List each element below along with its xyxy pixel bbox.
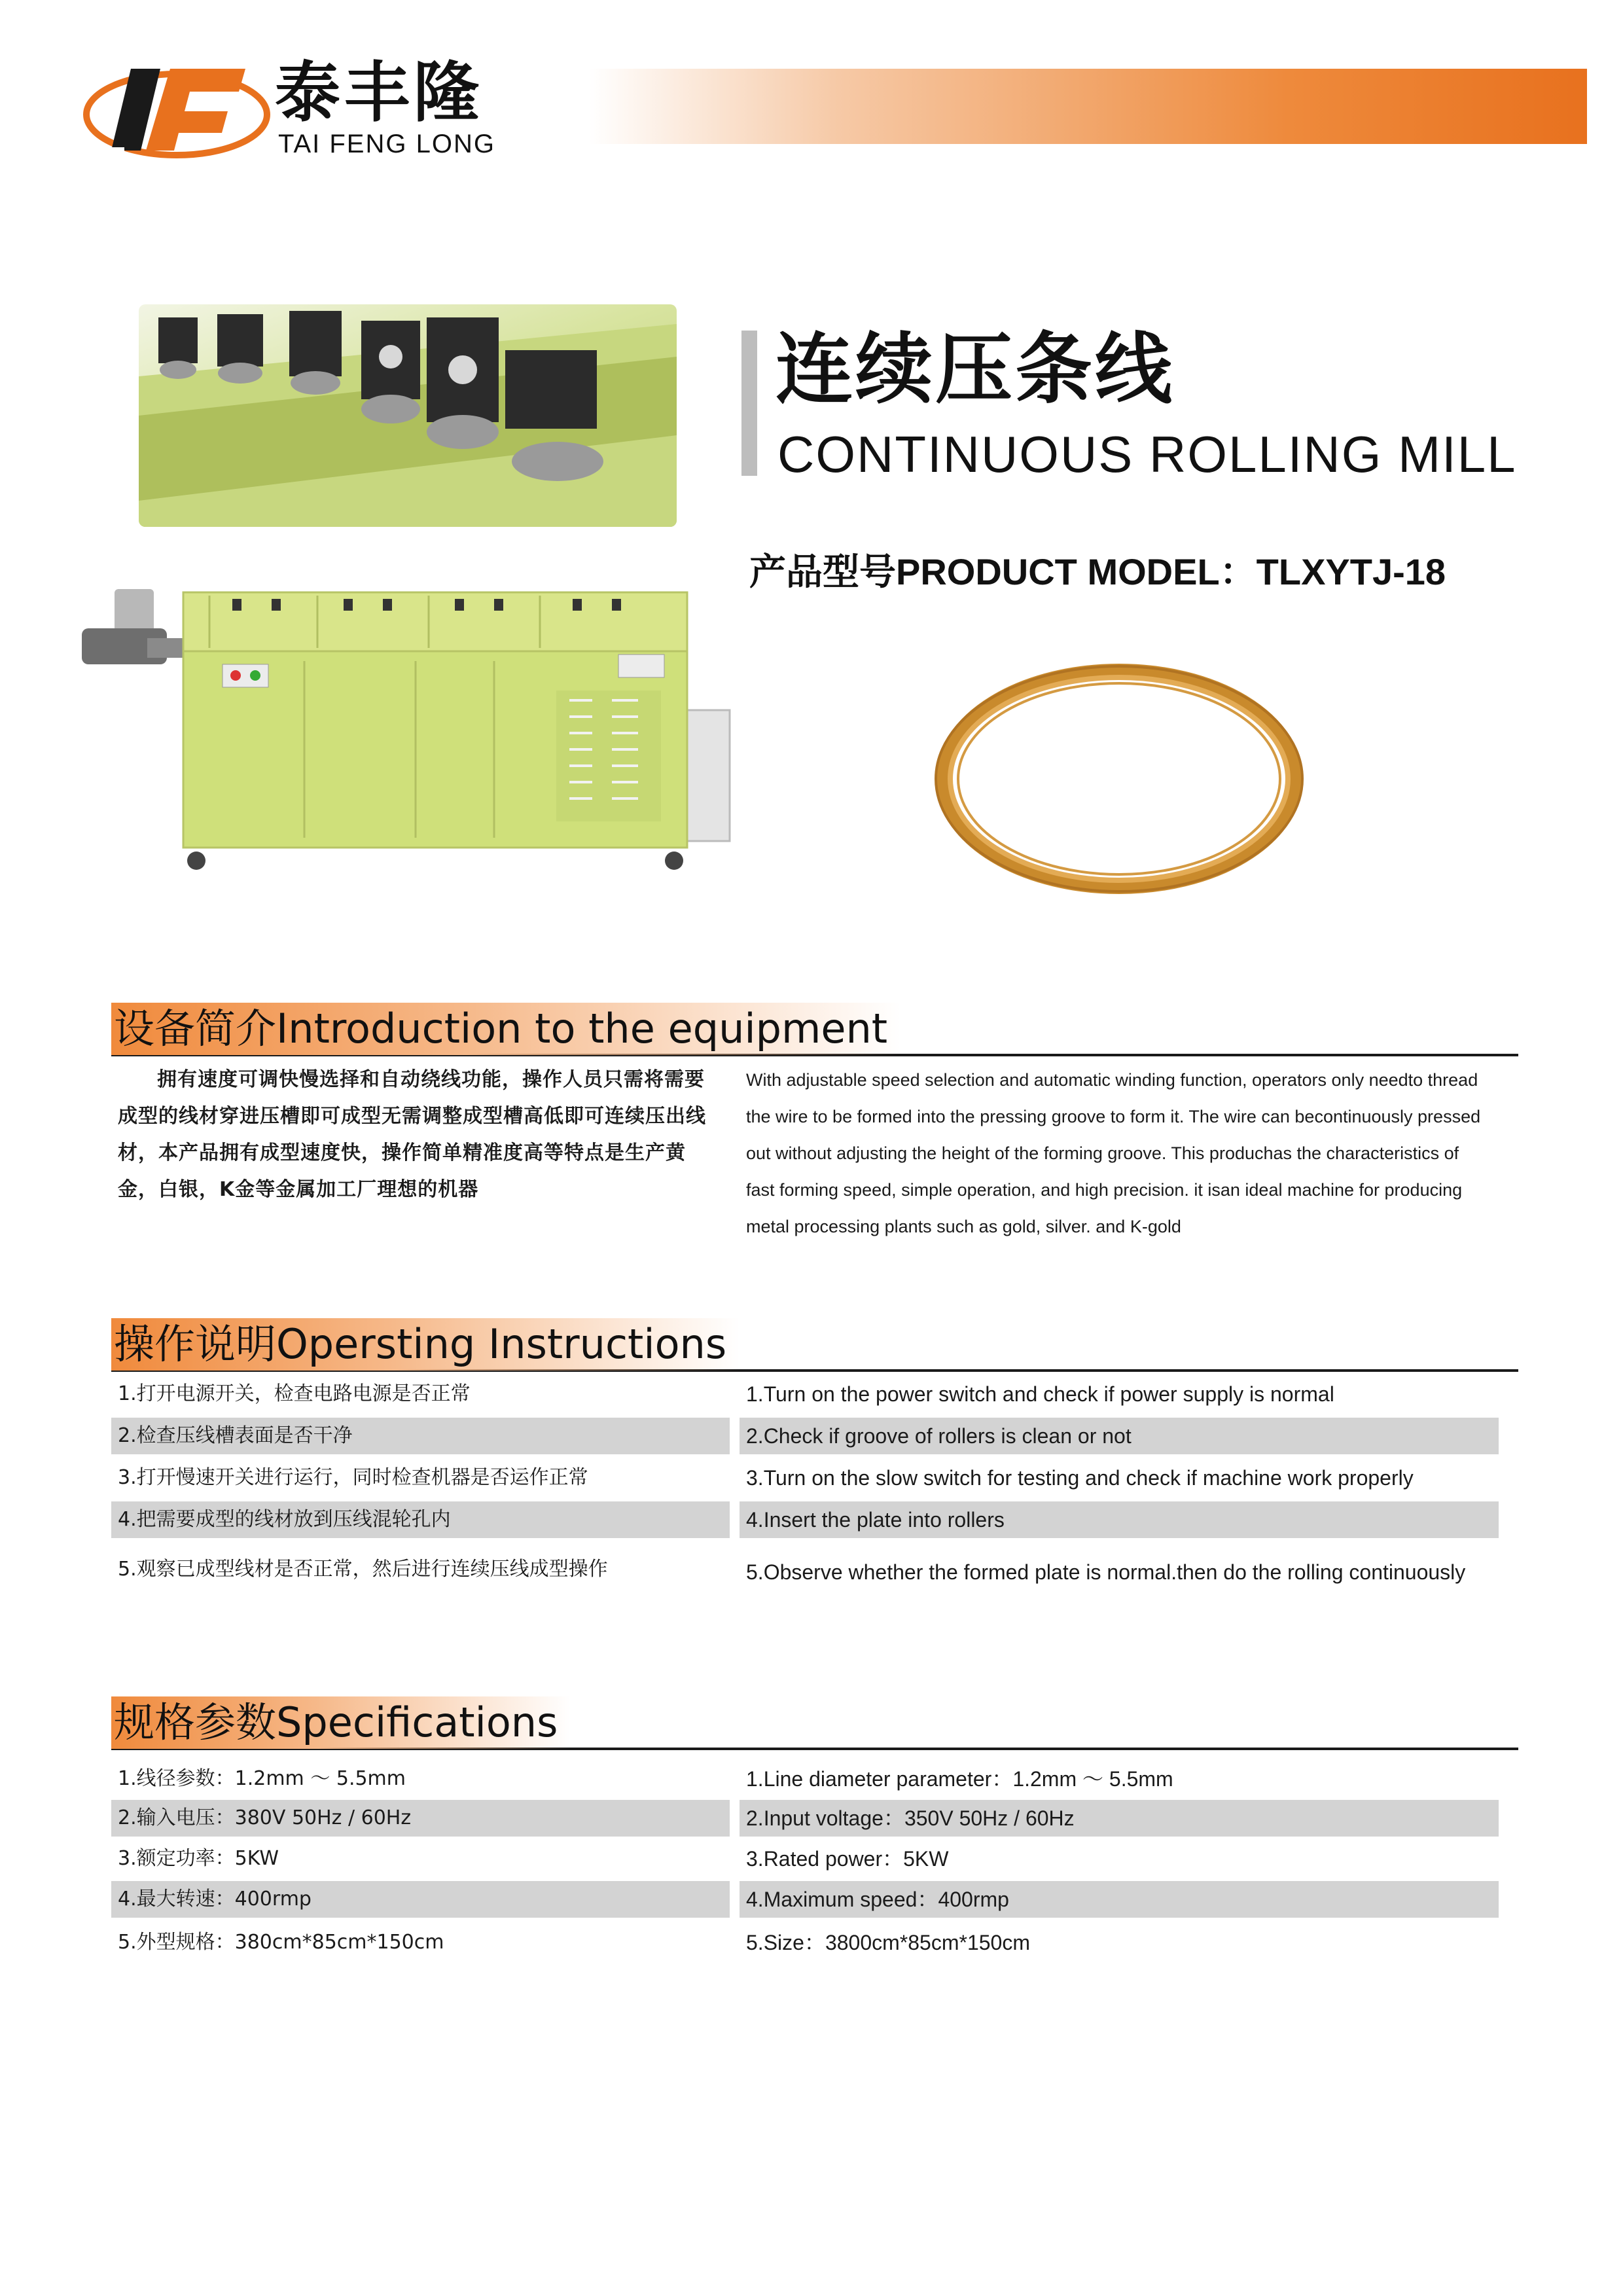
instruction-row-cn: 3.打开慢速开关进行运行，同时检查机器是否运作正常: [118, 1466, 588, 1489]
spec-row-cn: 4.最大转速：400rmp: [111, 1881, 730, 1918]
product-title-cn: 连续压条线: [776, 324, 1175, 414]
spec-row-en: 2.Input voltage：350V 50Hz / 60Hz: [740, 1800, 1499, 1837]
intro-text-cn: 拥有速度可调快慢选择和自动绕线功能，操作人员只需将需要成型的线材穿进压槽即可成型无需调整成型槽高低即可连续压出线材，本产品拥有成型速度快，操作简单精准度高等特点是生产黄金，白银，K金等金属加工厂理想的机器: [118, 1068, 706, 1201]
rollers-closeup-photo: [139, 304, 677, 527]
spec-row-en: 3.Rated power：5KW: [746, 1847, 949, 1871]
specs-heading: 规格参数Specifications: [111, 1696, 571, 1749]
instruction-row-cn: 1.打开电源开关，检查电路电源是否正常: [118, 1382, 471, 1405]
spec-row-cn: 1.线径参数：1.2mm ～ 5.5mm: [118, 1767, 406, 1790]
instructions-section-header: [111, 1317, 1518, 1372]
product-model: 产品型号PRODUCT MODEL：TLXYTJ-18: [749, 551, 1446, 592]
instruction-row-cn: 4.把需要成型的线材放到压线混轮孔内: [111, 1501, 730, 1538]
title-accent-bar: [741, 331, 757, 476]
company-logo-icon: [79, 49, 275, 173]
instruction-row-en: 3.Turn on the slow switch for testing and check if machine work properly: [746, 1466, 1414, 1490]
instructions-heading: 操作说明Opersting Instructions: [111, 1318, 740, 1371]
instruction-row-cn: 5.观察已成型线材是否正常，然后进行连续压线成型操作: [118, 1558, 608, 1581]
spec-row-en: 5.Size：3800cm*85cm*150cm: [746, 1931, 1030, 1954]
spec-row-cn: 2.输入电压：380V 50Hz / 60Hz: [111, 1800, 730, 1837]
intro-heading: 设备简介Introduction to the equipment: [111, 1003, 901, 1055]
intro-text-en: With adjustable speed selection and automatic winding function, operators only needto thread the wire to be formed into the pressing groove to form it. The wire can becontinuously pressed out without adjusting the height of the forming groove. This produchas the characteristics of fast forming speed, simple operation, and high precision. it isan ideal machine for producing metal processing plants such as gold, silver. and K-gold: [746, 1070, 1481, 1236]
spec-row-cn: 3.额定功率：5KW: [118, 1847, 279, 1870]
wire-coil-image: [923, 655, 1315, 903]
brand-name-cn: 泰丰隆: [275, 54, 483, 131]
instruction-row-cn: 2.检查压线槽表面是否干净: [111, 1418, 730, 1454]
spec-row-en: 1.Line diameter parameter：1.2mm ～ 5.5mm: [746, 1767, 1173, 1791]
instruction-row-en: 2.Check if groove of rollers is clean or not: [740, 1418, 1499, 1454]
intro-section-header: [111, 1001, 1518, 1056]
header-gradient-bar: [589, 69, 1587, 144]
instruction-row-en: 1.Turn on the power switch and check if power supply is normal: [746, 1382, 1334, 1406]
spec-row-cn: 5.外型规格：380cm*85cm*150cm: [118, 1931, 444, 1954]
rolling-mill-machine-image: [75, 576, 743, 884]
specs-section-header: [111, 1695, 1518, 1750]
brand-name-en: TAI FENG LONG: [278, 130, 495, 158]
product-title-en: CONTINUOUS ROLLING MILL: [777, 425, 1517, 483]
instruction-row-en: 5.Observe whether the formed plate is normal.then do the rolling continuously: [746, 1560, 1466, 1584]
spec-row-en: 4.Maximum speed：400rmp: [740, 1881, 1499, 1918]
instruction-row-en: 4.Insert the plate into rollers: [740, 1501, 1499, 1538]
